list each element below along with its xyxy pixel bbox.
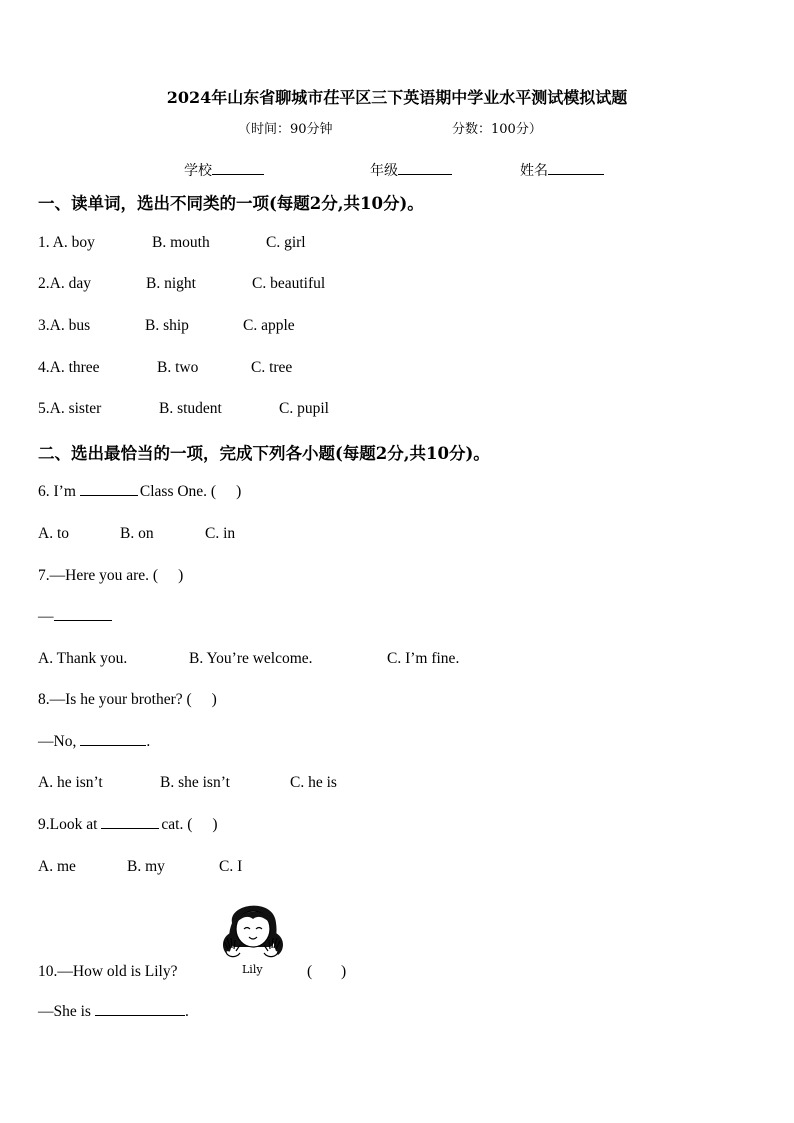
- q9-option-b: B. my: [127, 858, 165, 875]
- q10-paren-close: ): [341, 963, 347, 980]
- q9-stem-start: 9.Look at: [38, 816, 98, 833]
- q10-period: .: [184, 1003, 189, 1020]
- score-info: 分数：100分）: [452, 122, 542, 137]
- section-2-heading: 二、选出最恰当的一项，完成下列各小题(每题2分,共10分)。: [38, 444, 490, 463]
- grade-label: 年级: [370, 163, 398, 179]
- q2-option-a: 2.A. day: [38, 275, 91, 292]
- q6-stem-start: 6. I’m: [38, 483, 76, 500]
- q8-option-b: B. she isn’t: [160, 774, 230, 791]
- time-info: （时间：90分钟: [238, 122, 333, 137]
- q8-period: .: [146, 733, 151, 750]
- q7-stem-text: 7.—Here you are. (: [38, 567, 159, 584]
- grade-field: [370, 160, 452, 180]
- q6-option-a: A. to: [38, 525, 69, 542]
- q7-reply: [38, 608, 112, 626]
- q9-option-c: C. I: [219, 858, 243, 875]
- q8-stem-text: 8.—Is he your brother? (: [38, 691, 192, 708]
- q8-reply: [38, 733, 150, 751]
- q9-option-a: A. me: [38, 858, 76, 875]
- q10-reply: [38, 1003, 189, 1021]
- q3-option-c: C. apple: [243, 317, 295, 334]
- q1-option-b: B. mouth: [152, 234, 210, 251]
- q5-option-a: 5.A. sister: [38, 400, 102, 417]
- q3-option-b: B. ship: [145, 317, 189, 334]
- section-1-heading: 一、读单词，选出不同类的一项(每题2分,共10分)。: [38, 194, 424, 213]
- q8-blank[interactable]: [80, 745, 146, 746]
- q10-blank[interactable]: [95, 1015, 185, 1016]
- grade-blank[interactable]: [398, 174, 452, 175]
- q10-reply-text: —She is: [38, 1003, 91, 1020]
- q5-option-b: B. student: [159, 400, 222, 417]
- q7-paren-close: ): [178, 567, 184, 584]
- q6-option-b: B. on: [120, 525, 154, 542]
- name-field: [520, 160, 604, 180]
- q9-stem: [38, 816, 218, 834]
- q7-stem: [38, 567, 183, 585]
- q7-blank[interactable]: [54, 620, 112, 621]
- q8-paren-close: ): [211, 691, 217, 708]
- q8-option-a: A. he isn’t: [38, 774, 103, 791]
- q1-option-a: 1. A. boy: [38, 234, 95, 251]
- q4-option-b: B. two: [157, 359, 199, 376]
- page-title: 2024年山东省聊城市茌平区三下英语期中学业水平测试模拟试题: [166, 88, 628, 107]
- q8-stem: [38, 691, 217, 709]
- q10-answer-space[interactable]: [318, 963, 338, 981]
- q8-option-c: C. he is: [290, 774, 337, 791]
- q6-paren-close: ): [236, 483, 242, 500]
- school-field: [184, 160, 264, 180]
- q4-option-c: C. tree: [251, 359, 293, 376]
- q7-option-a: A. Thank you.: [38, 650, 128, 667]
- q7-dash: —: [38, 608, 54, 625]
- lily-label: Lily: [242, 963, 263, 976]
- q9-blank[interactable]: [101, 828, 159, 829]
- q1-option-c: C. girl: [266, 234, 306, 251]
- q2-option-b: B. night: [146, 275, 196, 292]
- q7-option-c: C. I’m fine.: [387, 650, 460, 667]
- q9-stem-end: cat. (: [161, 816, 193, 833]
- q10-paren-open: (: [307, 963, 313, 980]
- school-label: 学校: [184, 163, 212, 179]
- q10-stem: 10.—How old is Lily?: [38, 963, 178, 980]
- name-label: 姓名: [520, 163, 548, 179]
- q8-reply-text: —No,: [38, 733, 77, 750]
- lily-illustration: [218, 893, 286, 977]
- q7-option-b: B. You’re welcome.: [189, 650, 313, 667]
- q5-option-c: C. pupil: [279, 400, 329, 417]
- name-blank[interactable]: [548, 174, 604, 175]
- q3-option-a: 3.A. bus: [38, 317, 91, 334]
- q6-option-c: C. in: [205, 525, 236, 542]
- q6-stem-end: Class One. (: [139, 483, 217, 500]
- q4-option-a: 4.A. three: [38, 359, 100, 376]
- q6-blank[interactable]: [80, 495, 138, 496]
- q2-option-c: C. beautiful: [252, 275, 326, 292]
- q6-stem: [38, 483, 241, 501]
- q9-paren-close: ): [212, 816, 218, 833]
- school-blank[interactable]: [212, 174, 264, 175]
